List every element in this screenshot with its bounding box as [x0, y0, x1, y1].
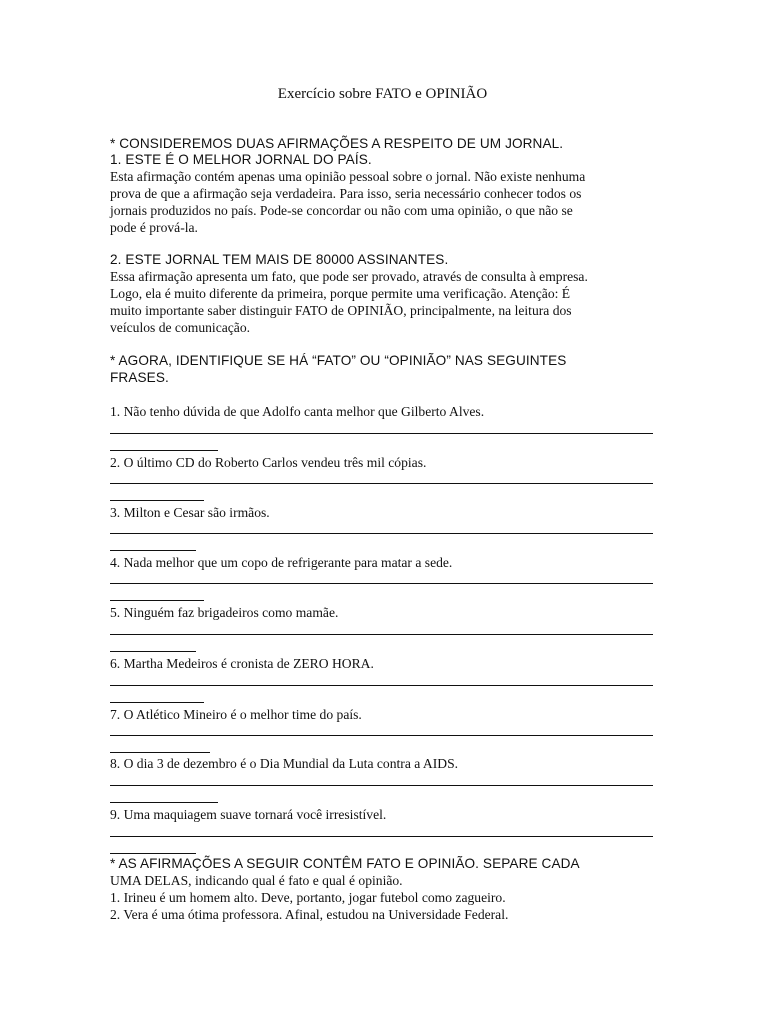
section-mixed-statements	[110, 855, 655, 923]
answer-line[interactable]	[110, 735, 653, 736]
answer-line[interactable]	[110, 550, 196, 551]
answer-line[interactable]	[110, 600, 204, 601]
statement-item: 1. Irineu é um homem alto. Deve, portanto, jogar futebol como zagueiro.	[110, 890, 506, 905]
item-heading: 2. ESTE JORNAL TEM MAIS DE 80000 ASSINANTES.	[110, 252, 449, 267]
exercise-item	[110, 604, 655, 621]
section-heading: * AS AFIRMAÇÕES A SEGUIR CONTÊM FATO E OPINIÃO. SEPARE CADA	[110, 856, 580, 871]
exercise-item	[110, 504, 655, 521]
answer-line[interactable]	[110, 433, 653, 434]
exercise-sentence: 3. Milton e Cesar são irmãos.	[110, 505, 270, 520]
answer-line[interactable]	[110, 651, 196, 652]
answer-line[interactable]	[110, 583, 653, 584]
exercise-sentence: 7. O Atlético Mineiro é o melhor time do país.	[110, 707, 362, 722]
statement-item: 2. Vera é uma ótima professora. Afinal, estudou na Universidade Federal.	[110, 907, 509, 922]
paragraph-line: veículos de comunicação.	[110, 320, 251, 335]
paragraph-line: prova de que a afirmação seja verdadeira. Para isso, seria necessário conhecer todos os	[110, 186, 582, 201]
section-instructions	[110, 352, 655, 386]
section-heading-continuation: UMA DELAS, indicando qual é fato e qual é opinião.	[110, 873, 403, 888]
answer-line[interactable]	[110, 634, 653, 635]
answer-line[interactable]	[110, 533, 653, 534]
paragraph-line: Essa afirmação apresenta um fato, que pode ser provado, através de consulta à empresa.	[110, 269, 588, 284]
section-heading: * CONSIDEREMOS DUAS AFIRMAÇÕES A RESPEITO DE UM JORNAL.	[110, 136, 564, 151]
exercise-item	[110, 806, 655, 823]
paragraph-line: muito importante saber distinguir FATO de OPINIÃO, principalmente, na leitura dos	[110, 303, 572, 318]
exercise-sentence: 5. Ninguém faz brigadeiros como mamãe.	[110, 605, 339, 620]
exercise-item	[110, 554, 655, 571]
section-heading: * AGORA, IDENTIFIQUE SE HÁ “FATO” OU “OPINIÃO” NAS SEGUINTES	[110, 353, 567, 368]
exercise-sentence: 4. Nada melhor que um copo de refrigerante para matar a sede.	[110, 555, 453, 570]
answer-line[interactable]	[110, 853, 196, 854]
answer-line[interactable]	[110, 483, 653, 484]
answer-line[interactable]	[110, 500, 204, 501]
section-second-statement	[110, 251, 655, 336]
paragraph-line: Esta afirmação contém apenas uma opinião pessoal sobre o jornal. Não existe nenhuma	[110, 169, 586, 184]
page-title: Exercício sobre FATO e OPINIÃO	[277, 86, 488, 102]
exercise-item	[110, 403, 655, 420]
paragraph-line: jornais produzidos no país. Pode-se concordar ou não com uma opinião, o que não se	[110, 203, 573, 218]
exercise-sentence: 2. O último CD do Roberto Carlos vendeu três mil cópias.	[110, 455, 427, 470]
item-heading: 1. ESTE É O MELHOR JORNAL DO PAÍS.	[110, 152, 372, 167]
answer-line[interactable]	[110, 802, 218, 803]
item-explanation	[110, 268, 655, 336]
answer-line[interactable]	[110, 785, 653, 786]
exercise-sentence: 9. Uma maquiagem suave tornará você irresistível.	[110, 807, 387, 822]
exercise-item	[110, 706, 655, 723]
answer-line[interactable]	[110, 702, 204, 703]
exercise-sentence: 1. Não tenho dúvida de que Adolfo canta melhor que Gilberto Alves.	[110, 404, 485, 419]
item-explanation	[110, 168, 655, 236]
paragraph-line: pode é prová-la.	[110, 220, 198, 235]
exercise-item	[110, 454, 655, 471]
answer-line[interactable]	[110, 450, 218, 451]
section-heading: FRASES.	[110, 370, 169, 385]
paragraph-line: Logo, ela é muito diferente da primeira, porque permite uma verificação. Atenção: É	[110, 286, 571, 301]
exercise-item	[110, 755, 655, 772]
answer-line[interactable]	[110, 685, 653, 686]
exercise-item	[110, 655, 655, 672]
section-considerations	[110, 135, 655, 236]
exercise-sentence: 8. O dia 3 de dezembro é o Dia Mundial da Luta contra a AIDS.	[110, 756, 459, 771]
answer-line[interactable]	[110, 752, 210, 753]
answer-line[interactable]	[110, 836, 653, 837]
exercise-sentence: 6. Martha Medeiros é cronista de ZERO HORA.	[110, 656, 374, 671]
